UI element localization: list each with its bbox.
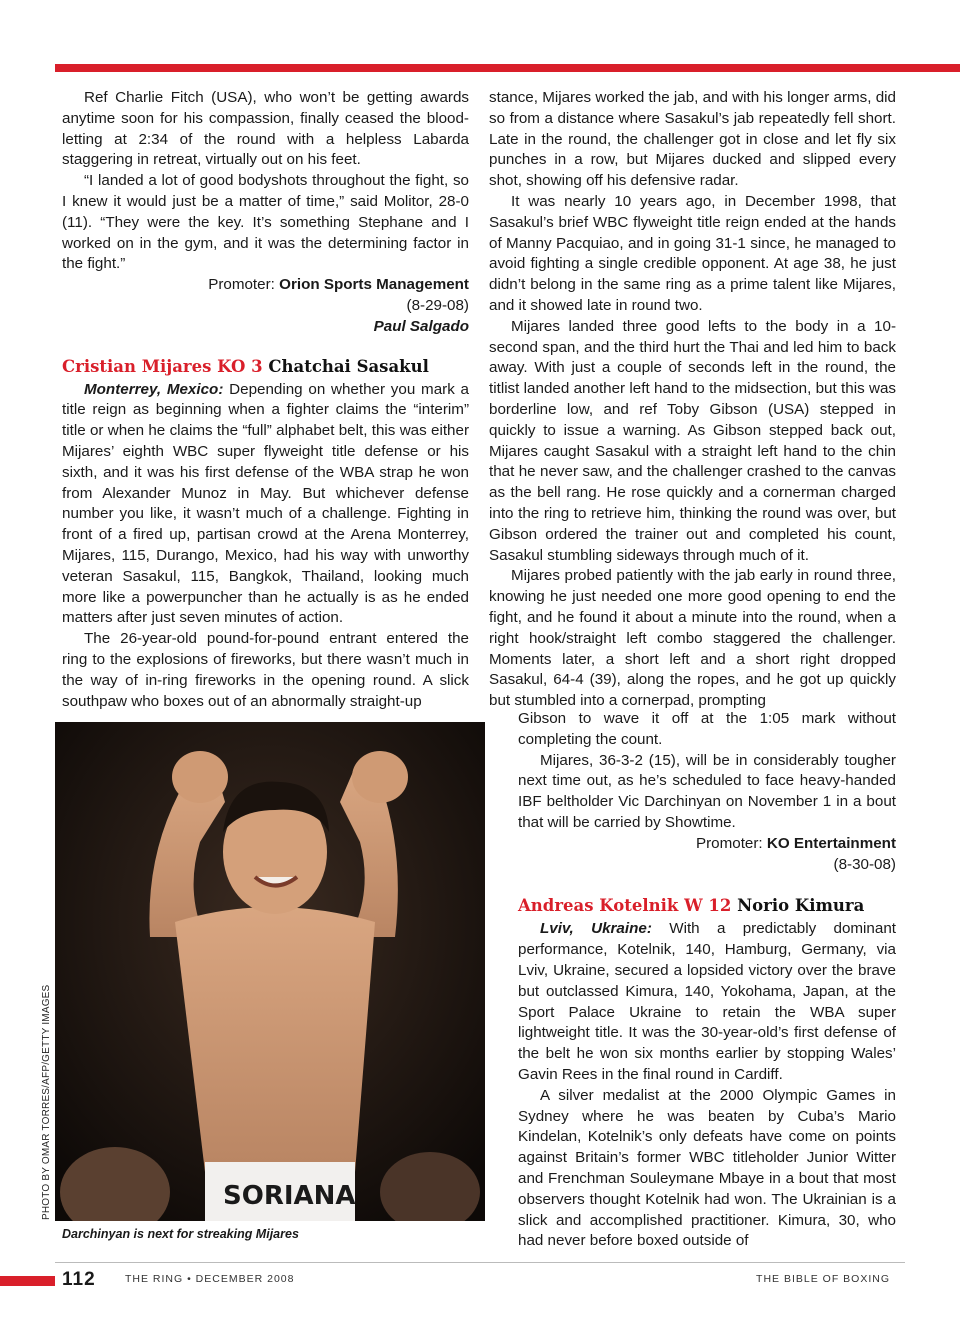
paragraph: It was nearly 10 years ago, in December 1998, that Sasakul’s brief WBC flyweight title reign ended at the hands of Manny Pacquiao, and in going 31-1 since, he managed to avoid fighting a single credible opponent. At age 38, he just didn’t belong in the same ring as a prime talent like Mijares, and it showed late in round two. <box>489 192 896 314</box>
fight-winner-result: Andreas Kotelnik W 12 <box>518 896 732 916</box>
boxer-photo <box>55 722 485 1221</box>
fight-heading <box>62 356 469 378</box>
footer-publication: THE RING • DECEMBER 2008 <box>125 1273 295 1285</box>
page-number: 112 <box>62 1269 96 1290</box>
paragraph: Ref Charlie Fitch (USA), who won’t be getting awards anytime soon for his compassion, finally ceased the blood-letting at 2:34 of the round with a helpless Labarda staggering in retreat, virtually out on his feet. <box>62 89 469 169</box>
promoter-credit <box>518 834 896 876</box>
paragraph: The 26-year-old pound-for-pound entrant entered the ring to the explosions of fireworks, but there wasn’t much in the way of in-ring fireworks in the opening round. A slick southpaw who boxes out of an abnormally straight-up <box>62 630 469 710</box>
report-date: (8-29-08) <box>406 296 469 314</box>
photo-illustration <box>55 722 485 1221</box>
paragraph: Mijares, 36-3-2 (15), will be in considerably tougher next time out, as he’s scheduled to face heavy-handed IBF beltholder Vic Darchinyan on November 1 in a bout that will be carried by Showtime. <box>518 751 896 831</box>
promoter-credit <box>62 275 469 337</box>
dateline: Lviv, Ukraine: <box>540 920 652 938</box>
paragraph: “I landed a lot of good bodyshots throughout the fight, so I knew it would just be a matter of time,” said Molitor, 28-0 (11). “They were the key. It’s something Stephane and I worked on in the gym, and it was the determining factor in the fight.” <box>62 172 469 273</box>
paragraph: Mijares landed three good lefts to the body in a 10-second span, and the third hurt the Thai and led him to back away. With just a couple of seconds left in the round, the titlist landed another left hand to the midsection, but this was borderline low, and ref Toby Gibson (USA) stepped in quickly to issue a warning. As Gibson stepped back out, Mijares caught Sasakul with a straight left hand to the chin that he never saw, and the challenger crashed to the canvas as the bell rang. He rose quickly and a cornerman charged into the ring to retrieve him, thinking the round was over, but Gibson ordered the trainer out and completed his count, Sasakul stumbling sideways through much of it. <box>489 317 896 564</box>
paragraph: A silver medalist at the 2000 Olympic Games in Sydney where he was beaten by Cuba’s Mario Kindelan, Kotelnik’s only defeats have come on points against Britain’s former WBC titleholder Junior Witter and Frenchman Souleymane Mbaye in a bout that most observers thought Kotelnik had won. The Ukrainian is a slick and accomplished practitioner. Kimura, 30, who had never before boxed outside of <box>518 1086 896 1250</box>
paragraph: With a predictably dominant performance, Kotelnik, 140, Hamburg, Germany, via Lviv, Ukraine, secured a lopsided victory over the brave but outclassed Kimura, 140, Yokohama, Japan, at the Sport Palace Ukraine to retain the WBA super lightweight title. It was the 30-year-old’s first defense of the belt he won six months earlier by stopping Wales’ Gavin Rees in the final round in Cardiff. <box>518 920 896 1083</box>
photo-credit: PHOTO BY OMAR TORRES/AFP/GETTY IMAGES <box>41 984 52 1220</box>
photo-caption: Darchinyan is next for streaking Mijares <box>62 1227 299 1241</box>
promoter-label: Promoter: <box>695 834 763 852</box>
footer-tagline: THE BIBLE OF BOXING <box>756 1273 890 1285</box>
paragraph: Mijares probed patiently with the jab early in round three, knowing he just needed one more good opening to end the fight, and he found it about a minute into the round, when a right hook/straight left combo staggered the challenger. Moments later, a short left and a short right dropped Sasakul, 64-4 (39), along the ropes, and he got up quickly but stumbled into a cornerpad, prompting <box>489 567 896 710</box>
promoter-name: KO Entertainment <box>766 834 896 852</box>
right-column-bottom <box>518 709 896 1252</box>
paragraph: Depending on whether you mark a title reign as beginning when a fighter claims the “interim” title or when he claims the “full” alphabet belt, this was either Mijares’ eighth WBC super flyweight title defense or his sixth, and it was his first defense of the WBA strap he won from Alexander Munoz in May. But whichever defense number you like, it wasn’t much of a challenge. Fighting in front of a fired up, partisan crowd at the Arena Monterrey, Mijares, 115, Durango, Mexico, had his way with unworthy veteran Sasakul, 115, Bangkok, Thailand, looking much more like a powerpuncher than he actually is as he ended matters after just seven minutes of action. <box>62 380 469 627</box>
fight-loser: Chatchai Sasakul <box>268 356 429 376</box>
right-column-top <box>489 88 896 712</box>
footer-divider <box>55 1262 905 1263</box>
trunks-text: SORIANA <box>223 1181 356 1211</box>
paragraph: stance, Mijares worked the jab, and with his longer arms, did so from a distance where Sasakul’s jab repeatedly fell short. Late in the round, the challenger got in close and let fly six punches in a row, but Mijares ducked and slipped every shot, showing off his defensive radar. <box>489 89 896 190</box>
left-column-top <box>62 88 469 712</box>
page-accent-block <box>0 1276 55 1286</box>
report-date: (8-30-08) <box>833 855 896 873</box>
top-accent-bar <box>55 64 960 72</box>
promoter-label: Promoter: <box>208 276 275 294</box>
dateline: Monterrey, Mexico: <box>84 380 224 398</box>
paragraph: Gibson to wave it off at the 1:05 mark without completing the count. <box>518 710 896 748</box>
author-name: Paul Salgado <box>373 317 469 335</box>
fight-heading <box>518 895 896 917</box>
fight-winner-result: Cristian Mijares KO 3 <box>62 356 263 376</box>
fight-loser: Norio Kimura <box>737 896 865 916</box>
promoter-name: Orion Sports Management <box>279 276 469 294</box>
